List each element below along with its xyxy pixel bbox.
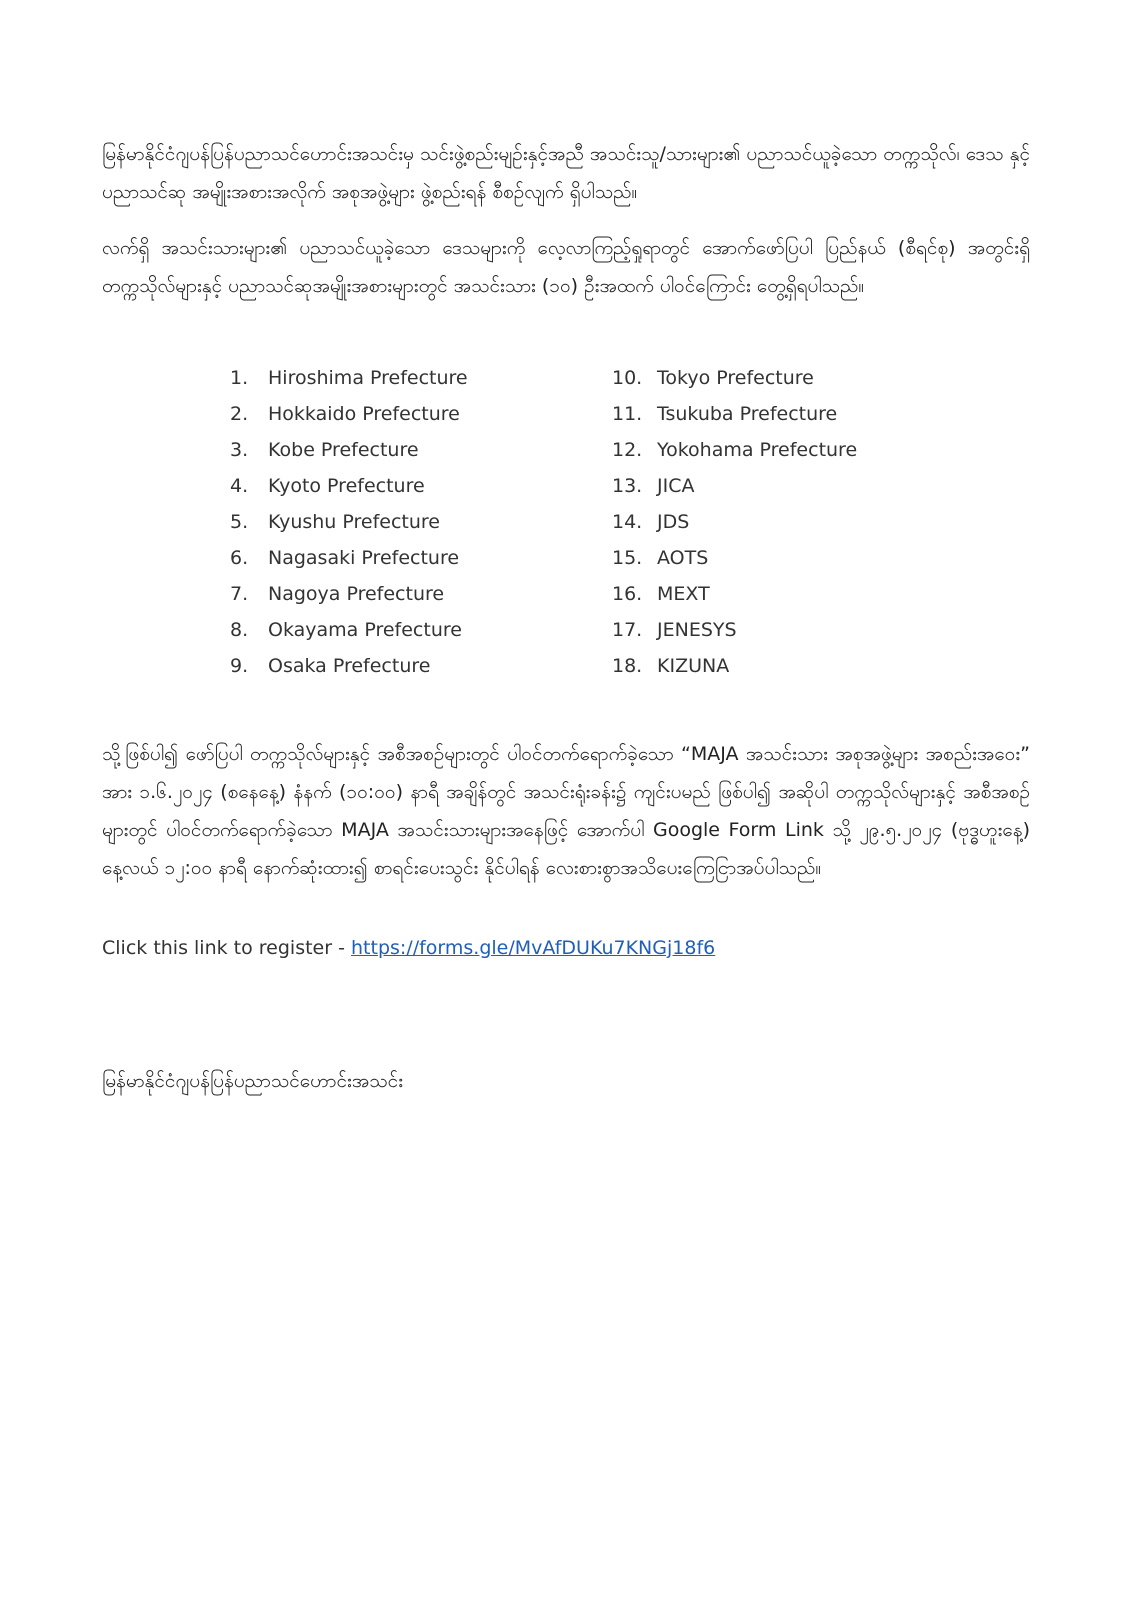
register-prefix: Click this link to register - xyxy=(102,937,351,959)
list-item xyxy=(230,648,468,684)
list-item-label: KIZUNA xyxy=(657,655,730,677)
list-item-number: 11. xyxy=(612,403,643,425)
group-list-right xyxy=(612,360,857,684)
list-item xyxy=(230,576,468,612)
list-item-number: 8. xyxy=(230,619,249,641)
list-item-label: AOTS xyxy=(657,547,709,569)
list-item-label: Kyoto Prefecture xyxy=(268,475,425,497)
list-item xyxy=(612,612,857,648)
list-item-number: 1. xyxy=(230,367,249,389)
list-item-label: Yokohama Prefecture xyxy=(657,439,858,461)
list-item-label: Tokyo Prefecture xyxy=(657,367,814,389)
list-item-label: Osaka Prefecture xyxy=(268,655,431,677)
list-item-number: 15. xyxy=(612,547,643,569)
list-item-number: 12. xyxy=(612,439,643,461)
list-item-label: MEXT xyxy=(657,583,710,605)
list-item-number: 7. xyxy=(230,583,249,605)
register-link[interactable]: https://forms.gle/MvAfDUKu7KNGj18f6 xyxy=(351,937,716,959)
list-item xyxy=(230,432,468,468)
list-item xyxy=(612,504,857,540)
list-item-label: Tsukuba Prefecture xyxy=(657,403,838,425)
list-item-number: 5. xyxy=(230,511,249,533)
list-item-number: 3. xyxy=(230,439,249,461)
list-item xyxy=(612,396,857,432)
list-item-number: 6. xyxy=(230,547,249,569)
list-item-label: JICA xyxy=(657,475,695,497)
list-item xyxy=(612,648,857,684)
list-item xyxy=(612,540,857,576)
meeting-paragraph: သို့ဖြစ်ပါ၍ ဖော်ပြပါ တက္ကသိုလ်များနှင့် အစီအစဥ်များတွင် ပါဝင်တက်ရောက်ခဲ့သော “MAJA အသင်းသား အစုအဖွဲ့များ အစည်းအဝေး” အား ၁.၆.၂၀၂၄ (စနေနေ့) နံနက် (၁၀:၀၀) နာရီ အချိန်တွင် အသင်းရုံးခန်း၌ ကျင်းပမည် ဖြစ်ပါ၍ အဆိုပါ တက္ကသိုလ်များနှင့် အစီအစဥ်များတွင် ပါဝင်တက်ရောက်ခဲ့သော MAJA အသင်းသားများအနေဖြင့် အောက်ပါ Google Form Link သို့ ၂၉.၅.၂၀၂၄ (ဗုဒ္ဓဟူးနေ့) နေ့လယ် ၁၂:၀၀ နာရီ နောက်ဆုံးထား၍ စာရင်းပေးသွင်း နိုင်ပါရန် လေးစားစွာအသိပေးကြေငြာအပ်ပါသည်။ xyxy=(102,743,1030,879)
list-item-label: Kobe Prefecture xyxy=(268,439,419,461)
list-item-label: Kyushu Prefecture xyxy=(268,511,440,533)
list-item xyxy=(230,540,468,576)
list-item-number: 13. xyxy=(612,475,643,497)
list-item-number: 17. xyxy=(612,619,643,641)
list-item-number: 10. xyxy=(612,367,643,389)
list-item-number: 2. xyxy=(230,403,249,425)
list-item xyxy=(230,360,468,396)
list-item xyxy=(612,468,857,504)
signature: မြန်မာနိုင်ငံဂျပန်ပြန်ပညာသင်ဟောင်းအသင်း xyxy=(102,1070,404,1092)
list-item-number: 16. xyxy=(612,583,643,605)
list-item-number: 18. xyxy=(612,655,643,677)
list-item-label: Hokkaido Prefecture xyxy=(268,403,460,425)
list-item xyxy=(612,432,857,468)
list-item xyxy=(612,576,857,612)
list-item-label: JENESYS xyxy=(657,619,737,641)
list-item xyxy=(230,396,468,432)
list-item-label: Hiroshima Prefecture xyxy=(268,367,468,389)
list-item-label: Okayama Prefecture xyxy=(268,619,462,641)
list-item-label: Nagoya Prefecture xyxy=(268,583,445,605)
intro-paragraph: မြန်မာနိုင်ငံဂျပန်ပြန်ပညာသင်ဟောင်းအသင်းမှ သင်းဖွဲ့စည်းမျဥ်းနှင့်အညီ အသင်းသူ/သားများ၏ ပညာသင်ယူခဲ့သော တက္ကသိုလ်၊ ဒေသ နှင့် ပညာသင်ဆု အမျိုးအစားအလိုက် အစုအဖွဲ့များ ဖွဲ့စည်းရန် စီစဥ်လျက် ရှိပါသည်။ xyxy=(102,143,1030,203)
list-item-number: 14. xyxy=(612,511,643,533)
list-item-label: Nagasaki Prefecture xyxy=(268,547,460,569)
group-list-left xyxy=(230,360,468,684)
list-item xyxy=(230,504,468,540)
membership-paragraph: လက်ရှိ အသင်းသားများ၏ ပညာသင်ယူခဲ့သော ဒေသများကို လေ့လာကြည့်ရှုရာတွင် အောက်ဖော်ပြပါ ပြည်နယ် (စီရင်စု) အတွင်းရှိ တက္ကသိုလ်များနှင့် ပညာသင်ဆုအမျိုးအစားများတွင် အသင်းသား (၁၀) ဦးအထက် ပါဝင်ကြောင်း တွေ့ရှိရပါသည်။ xyxy=(102,237,1030,297)
list-item-label: JDS xyxy=(657,511,690,533)
list-item-number: 4. xyxy=(230,475,249,497)
register-line xyxy=(102,933,715,963)
list-item xyxy=(230,468,468,504)
list-item xyxy=(230,612,468,648)
list-item-number: 9. xyxy=(230,655,249,677)
list-item xyxy=(612,360,857,396)
